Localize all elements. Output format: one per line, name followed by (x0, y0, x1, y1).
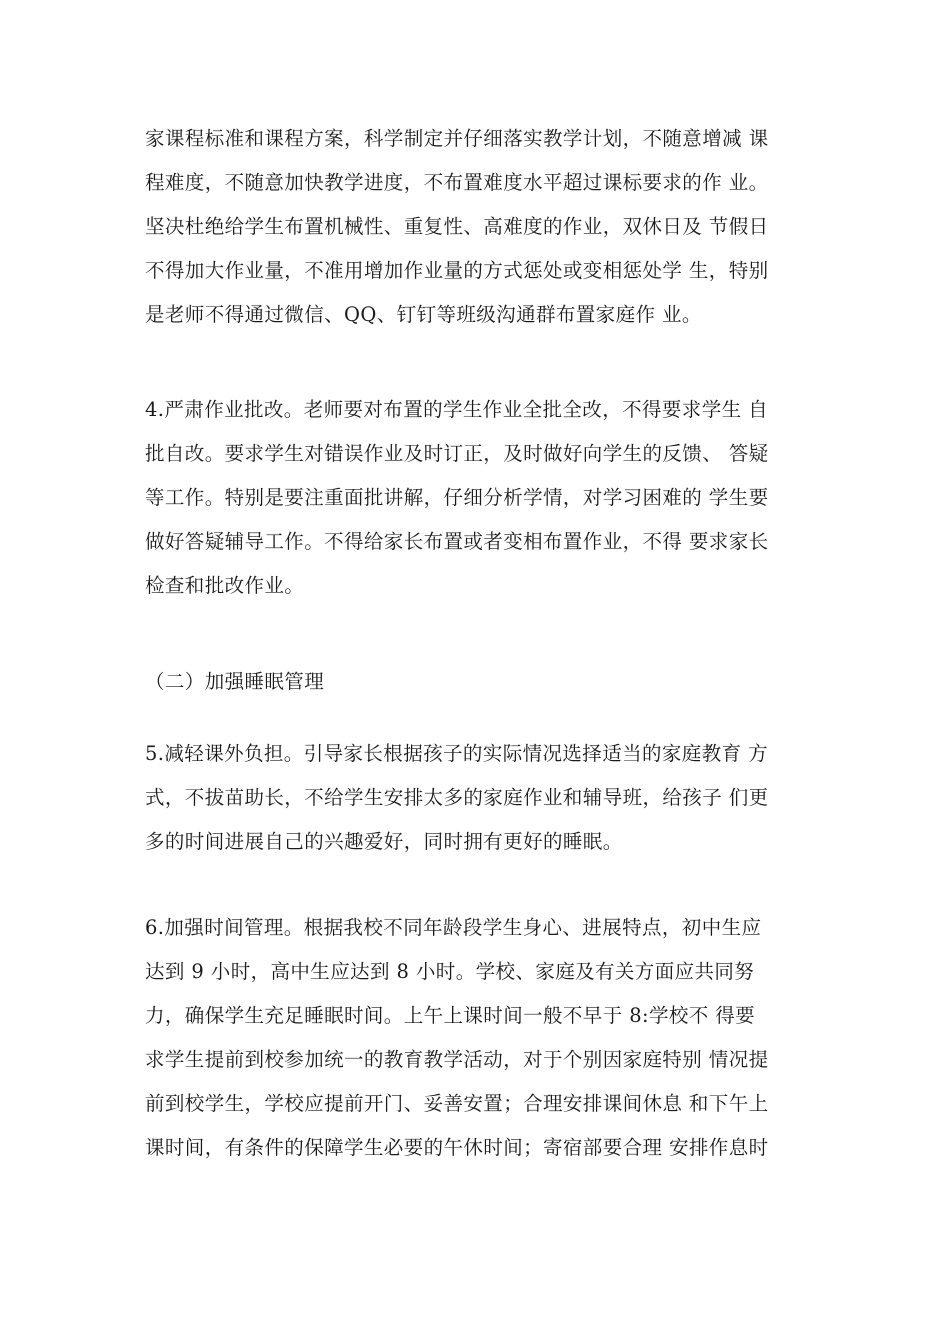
text-line: 做好答疑辅导工作。不得给家长布置或者变相布置作业，不得 要求家长 (145, 530, 769, 553)
text-line: 不得加大作业量，不准用增加作业量的方式惩处或变相惩处学 生，特别 (145, 259, 769, 282)
text-line: 课时间，有条件的保障学生必要的午休时间；寄宿部要合理 安排作息时 (145, 1136, 769, 1159)
text-line: 是老师不得通过微信、QQ、钉钉等班级沟通群布置家庭作 业。 (145, 303, 702, 326)
text-line: 式，不拔苗助长，不给学生安排太多的家庭作业和辅导班，给孩子 们更 (145, 786, 769, 809)
text-line: 批自改。要求学生对错误作业及时订正，及时做好向学生的反馈、 答疑 (145, 442, 769, 465)
text-line: 程难度，不随意加快教学进度，不布置难度水平超过课标要求的作 业。 (145, 171, 769, 194)
text-line: 检查和批改作业。 (145, 574, 305, 597)
text-line: 达到 9 小时，高中生应达到 8 小时。学校、家庭及有关方面应共同努 (145, 960, 755, 983)
text-line: 6.加强时间管理。根据我校不同年龄段学生身心、进展特点，初中生应 (145, 916, 762, 939)
paragraph-homework-grading (145, 388, 825, 608)
text-line: 家课程标准和课程方案，科学制定并仔细落实教学计划，不随意增减 课 (145, 127, 769, 150)
paragraph-time-management (145, 906, 825, 1170)
section-heading-sleep-management (145, 660, 825, 704)
paragraph-homework-assignment (145, 117, 825, 337)
text-line: 前到校学生，学校应提前开门、妥善安置；合理安排课间休息 和下午上 (145, 1092, 769, 1115)
text-line: 求学生提前到校参加统一的教育教学活动，对于个别因家庭特别 情况提 (145, 1048, 769, 1071)
section-heading: （二）加强睡眠管理 (145, 670, 325, 693)
text-line: 4.严肃作业批改。老师要对布置的学生作业全批全改，不得要求学生 自 (145, 398, 769, 421)
text-line: 力，确保学生充足睡眠时间。上午上课时间一般不早于 8:学校不 得要 (145, 1004, 756, 1027)
text-line: 多的时间进展自己的兴趣爱好，同时拥有更好的睡眠。 (145, 830, 623, 853)
text-line: 等工作。特别是要注重面批讲解，仔细分析学情，对学习困难的 学生要 (145, 486, 769, 509)
paragraph-extracurricular-burden (145, 732, 825, 864)
text-line: 5.减轻课外负担。引导家长根据孩子的实际情况选择适当的家庭教育 方 (145, 742, 769, 765)
text-line: 坚决杜绝给学生布置机械性、重复性、高难度的作业，双休日及 节假日 (145, 215, 769, 238)
